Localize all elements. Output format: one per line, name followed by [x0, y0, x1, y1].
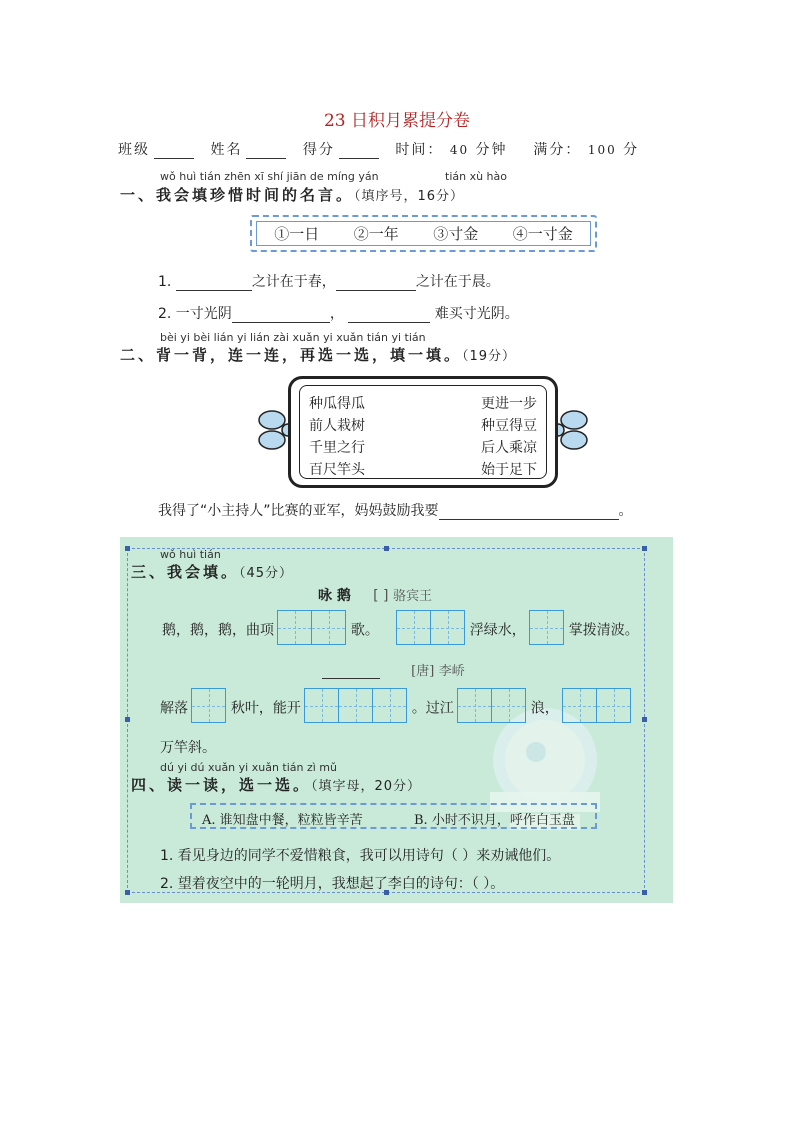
resize-handle-br[interactable] — [642, 890, 647, 895]
q1-blank-2[interactable] — [336, 275, 416, 291]
q2-note: （19分） — [462, 349, 517, 364]
q4-pinyin: dú yi dú xuǎn yi xuǎn tián zì mǔ — [160, 761, 337, 774]
idiom-left-4[interactable]: 百尺竿头 — [309, 462, 365, 478]
q3-note: （45分） — [239, 566, 294, 581]
q2-pinyin: bèi yi bèi lián yi lián zài xuǎn yi xuǎn tián yi tián — [160, 331, 426, 344]
resize-handle-mr[interactable] — [642, 717, 647, 722]
q4-heading — [131, 774, 421, 795]
poem-1-dynasty-bracket[interactable]: [ ] — [373, 588, 389, 604]
tian-grid-4[interactable] — [192, 688, 226, 727]
q2-sentence-text: 我得了“小主持人”比赛的亚军，妈妈鼓励我要 — [158, 503, 439, 519]
tian-grid-1[interactable] — [278, 610, 346, 649]
poem-2-dynasty: [唐] — [411, 664, 435, 679]
poem-2-line-3: 万竿斜。 — [160, 740, 216, 756]
poem-1-text-b: 歌。 — [350, 622, 379, 639]
resize-handle-tm[interactable] — [384, 546, 389, 551]
poem-1-author: 骆宾王 — [392, 589, 432, 604]
poem-2-title-blank[interactable] — [322, 663, 380, 679]
q4-question-2: 2. 望着夜空中的一轮明月，我想起了李白的诗句：（ ）。 — [160, 876, 505, 892]
q3-pinyin: wǒ huì tián — [160, 548, 221, 561]
idiom-left-2[interactable]: 前人栽树 — [309, 418, 365, 434]
q1-blank-4[interactable] — [348, 307, 430, 323]
poem-2-line — [160, 688, 631, 727]
idiom-right-3[interactable]: 后人乘凉 — [481, 440, 537, 456]
q4-option-b: B. 小时不识月，呼作白玉盘 — [414, 813, 575, 828]
class-blank[interactable] — [154, 144, 194, 159]
q1-options-box — [250, 215, 597, 252]
poem-2-text-a: 解落 — [160, 700, 188, 717]
poem-1-line — [162, 610, 639, 649]
full-label: 满分： — [533, 142, 582, 158]
q1-item-2-text-c: 难买寸光阴。 — [434, 306, 519, 322]
resize-handle-bl[interactable] — [125, 890, 130, 895]
tian-grid-5[interactable] — [305, 688, 407, 727]
poem-1-text-a: 鹅，鹅，鹅，曲项 — [162, 622, 274, 639]
q1-item-2 — [158, 303, 519, 323]
q1-heading — [120, 184, 464, 205]
q1-item-1 — [158, 271, 500, 291]
class-label: 班级 — [118, 142, 150, 158]
q1-item-2-text-a: 2. 一寸光阴 — [158, 306, 232, 322]
tian-grid-3[interactable] — [530, 610, 564, 649]
tian-grid-7[interactable] — [563, 688, 631, 727]
q1-option-1: ①一日 — [274, 225, 320, 243]
q1-pinyin-note: tián xù hào — [445, 170, 507, 183]
q1-heading-text: 一、我会填珍惜时间的名言。 — [120, 186, 355, 204]
tian-grid-6[interactable] — [458, 688, 526, 727]
q2-sentence-end: 。 — [618, 503, 633, 519]
q1-blank-3[interactable] — [232, 307, 330, 323]
idiom-scroll — [258, 376, 588, 488]
time-unit: 分钟 — [475, 142, 508, 158]
q1-option-2: ②一年 — [353, 225, 399, 243]
q1-note: （填序号，16分） — [354, 189, 465, 204]
time-label: 时间： — [395, 142, 444, 158]
name-blank[interactable] — [246, 144, 286, 159]
q2-sentence — [158, 500, 633, 520]
name-label: 姓名 — [210, 142, 243, 158]
idiom-right-2[interactable]: 种豆得豆 — [481, 418, 537, 434]
idiom-left-1[interactable]: 种瓜得瓜 — [309, 396, 365, 412]
idiom-right-4[interactable]: 始于足下 — [481, 462, 537, 478]
q3-heading — [131, 561, 293, 582]
resize-handle-ml[interactable] — [125, 717, 130, 722]
idiom-right-column — [481, 393, 537, 481]
q2-sentence-blank[interactable] — [439, 504, 619, 520]
poem-2-title-row — [322, 660, 465, 679]
full-unit: 分 — [623, 142, 640, 158]
poem-1-text-c: 浮绿水， — [469, 622, 526, 639]
q2-heading — [120, 344, 516, 365]
poem-1-text-d: 掌拨清波。 — [568, 622, 639, 639]
q4-question-1: 1. 看见身边的同学不爱惜粮食，我可以用诗句（ ）来劝诫他们。 — [160, 848, 561, 864]
q1-option-3: ③寸金 — [433, 225, 479, 243]
idiom-left-column — [309, 393, 365, 481]
poem-1-title: 咏 鹅 — [318, 588, 351, 604]
q3-heading-text: 三、我会填。 — [131, 563, 240, 581]
q4-note: （填字母，20分） — [311, 779, 422, 794]
time-value: 40 — [449, 143, 470, 157]
q4-option-a: A. 谁知盘中餐，粒粒皆辛苦 — [202, 813, 363, 828]
idiom-left-3[interactable]: 千里之行 — [309, 440, 365, 456]
tian-grid-2[interactable] — [397, 610, 465, 649]
q1-item-1-text-c: 之计在于晨。 — [415, 274, 500, 290]
resize-handle-tl[interactable] — [125, 546, 130, 551]
resize-handle-tr[interactable] — [642, 546, 647, 551]
q1-option-4: ④一寸金 — [512, 225, 573, 243]
page-title: 23 日积月累提分卷 — [323, 111, 471, 131]
poem-2-author: 李峤 — [438, 664, 465, 679]
score-blank[interactable] — [339, 144, 379, 159]
scroll-frame — [288, 376, 558, 488]
q2-heading-text: 二、背一背，连一连，再选一选，填一填。 — [120, 346, 463, 364]
score-label: 得分 — [302, 142, 335, 158]
q1-pinyin: wǒ huì tián zhēn xī shí jiān de míng yán — [160, 170, 379, 183]
poem-2-text-b: 秋叶，能开 — [230, 700, 301, 717]
q1-item-1-num: 1. — [158, 274, 172, 290]
info-row — [118, 139, 639, 159]
q1-blank-1[interactable] — [176, 275, 252, 291]
full-value: 100 — [587, 143, 617, 157]
q1-item-1-text-b: 之计在于春， — [251, 274, 336, 290]
poem-2-text-d: 浪， — [530, 700, 559, 717]
poem-2-text-c: 。过江 — [411, 700, 454, 717]
poem-1-title-row — [318, 585, 432, 605]
q4-heading-text: 四、读一读，选一选。 — [131, 776, 312, 794]
q4-options-box — [190, 803, 597, 829]
idiom-right-1[interactable]: 更进一步 — [481, 396, 537, 412]
q1-item-2-comma: ， — [329, 306, 344, 322]
